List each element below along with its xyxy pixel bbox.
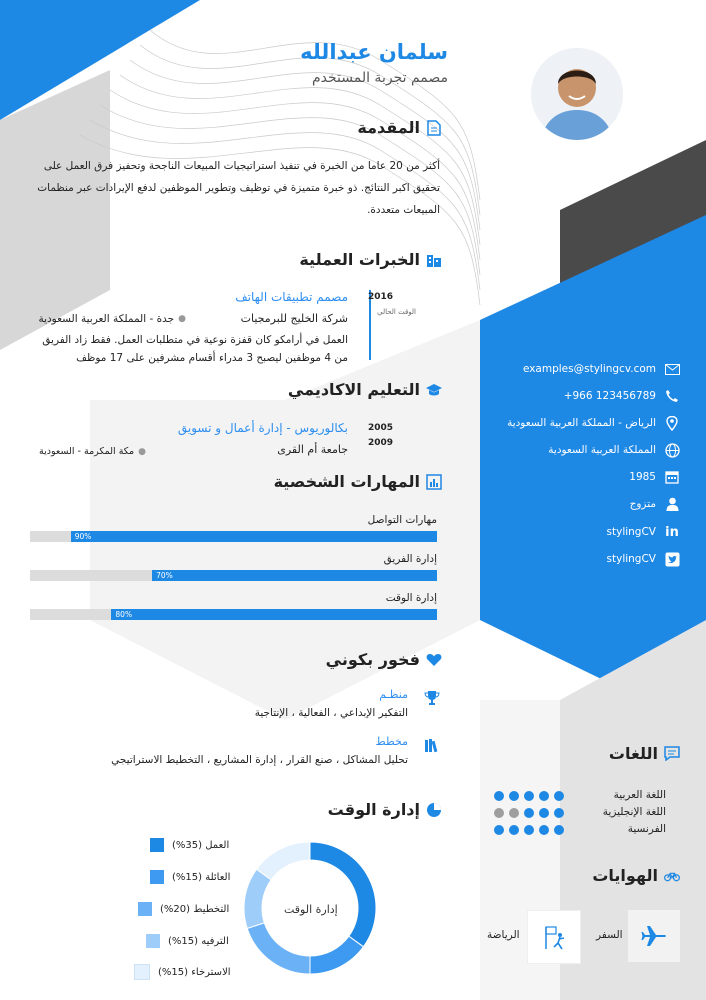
language-level-dots <box>494 808 564 818</box>
level-dot-filled <box>524 808 534 818</box>
experience-role: مصمم تطبيقات الهاتف <box>235 290 348 304</box>
proud-item-title: منظـم <box>379 688 408 701</box>
time-management-title: إدارة الوقت <box>327 800 420 819</box>
language-level-dots <box>494 791 564 801</box>
language-level-dots <box>494 825 564 835</box>
contact-nationality: المملكة العربية السعودية <box>548 444 656 456</box>
level-dot-filled <box>539 808 549 818</box>
location-pin-icon: ● <box>138 446 146 457</box>
legend-item <box>150 870 230 884</box>
language-name: الفرنسية <box>627 823 666 835</box>
user-icon <box>664 496 680 512</box>
level-dot-empty <box>494 808 504 818</box>
level-dot-filled <box>509 825 519 835</box>
proud-item-text: تحليل المشاكل ، صنع القرار ، إدارة المشاريع ، التخطيط الاستراتيجي <box>111 754 408 766</box>
level-dot-filled <box>554 808 564 818</box>
contact-birth-year: 1985 <box>629 471 656 483</box>
legend-label: العائلة (15%) <box>172 871 231 883</box>
level-dot-filled <box>539 791 549 801</box>
legend-swatch <box>134 964 150 980</box>
intro-heading <box>357 118 442 137</box>
pie-chart-icon <box>426 802 442 818</box>
airplane-icon <box>628 910 680 962</box>
skill-percent: 70% <box>156 571 173 580</box>
legend-swatch <box>146 934 160 948</box>
profile-photo <box>528 45 626 143</box>
buildings-icon <box>426 252 442 268</box>
contact-birth-row <box>629 469 680 485</box>
proud-heading <box>326 650 442 669</box>
skill-bar-fill <box>71 531 437 542</box>
education-location: مكة المكرمة - السعودية <box>39 446 135 457</box>
level-dot-filled <box>494 825 504 835</box>
legend-label: الاسترخاء (15%) <box>158 966 231 978</box>
level-dot-empty <box>509 808 519 818</box>
contact-marital-status: متزوج <box>629 498 656 510</box>
contact-address: الرياض - المملكة العربية السعودية <box>507 417 656 429</box>
experience-location: جدة - المملكة العربية السعودية <box>38 313 175 325</box>
education-title: التعليم الاكاديمي <box>287 380 420 399</box>
experience-title: الخبرات العملية <box>299 250 420 269</box>
heart-icon <box>426 652 442 668</box>
contact-linkedin[interactable]: stylingCV <box>606 526 656 538</box>
job-title: مصمم تجربة المستخدم <box>311 70 448 86</box>
donut-slice-2 <box>310 936 363 974</box>
legend-swatch <box>138 902 152 916</box>
legend-item <box>150 838 229 852</box>
trophy-icon <box>424 690 440 710</box>
contact-email[interactable]: examples@stylingcv.com <box>522 363 656 375</box>
person-name: سلمان عبدالله <box>300 40 448 64</box>
skill-bar-fill <box>152 570 437 581</box>
hobby-name: الرياضة <box>487 929 520 941</box>
languages-heading <box>609 744 680 763</box>
level-dot-filled <box>524 825 534 835</box>
envelope-icon <box>664 361 680 377</box>
skill-bar-track <box>30 609 437 620</box>
education-start: 2005 <box>367 423 393 433</box>
chat-bubble-icon <box>664 746 680 762</box>
proud-item-text: التفكير الإبداعي ، الفعالية ، الإنتاجية <box>254 707 408 719</box>
contact-linkedin-row[interactable] <box>607 524 680 540</box>
contact-nationality-row <box>548 442 680 458</box>
level-dot-filled <box>539 825 549 835</box>
donut-slice-5 <box>257 842 310 880</box>
legend-label: الترفيه (15%) <box>168 935 229 947</box>
document-icon <box>426 120 442 136</box>
map-pin-icon <box>664 415 680 431</box>
donut-slice-3 <box>247 923 310 974</box>
contact-twitter[interactable]: stylingCV <box>606 553 656 565</box>
skill-bar-track <box>30 570 437 581</box>
education-school: جامعة أم القرى <box>277 443 348 456</box>
skill-label: إدارة الفريق <box>383 553 437 565</box>
legend-item <box>146 934 229 948</box>
time-management-heading <box>328 800 442 819</box>
level-dot-filled <box>509 791 519 801</box>
location-pin-icon: ● <box>178 314 186 324</box>
experience-current: الوقت الحالي <box>377 308 416 316</box>
legend-item <box>138 902 229 916</box>
books-icon <box>424 737 440 757</box>
proud-title: فخور بكوني <box>325 650 420 669</box>
contact-marital-row <box>630 496 680 512</box>
calendar-icon <box>664 469 680 485</box>
education-end: 2009 <box>367 438 393 448</box>
hobbies-heading <box>592 866 680 885</box>
skills-heading <box>274 472 442 491</box>
languages-title: اللغات <box>608 744 658 763</box>
skill-bar-track <box>30 531 437 542</box>
legend-label: التخطيط (20%) <box>160 903 230 915</box>
education-location-row <box>39 446 146 457</box>
skill-percent: 80% <box>115 610 133 619</box>
intro-text: أكثر من 20 عاما من الخبرة في تنفيذ استراتيجيات المبيعات الناجحة وتحفيز فرق العمل على تحقيق اكبر النتائج. ذو خبرة متميزة في توظيف وتطوير الموظفين لدفع الإيرادات عبر منظمات المبيعات متعددة. <box>37 160 440 216</box>
proud-item-title: مخطط <box>375 735 408 748</box>
hobby-name: السفر <box>596 929 623 941</box>
contact-twitter-row[interactable] <box>607 551 680 567</box>
experience-location-row <box>38 313 186 325</box>
linkedin-icon: in <box>665 524 679 540</box>
experience-company: شركة الخليج للبرمجيات <box>240 312 348 325</box>
hobbies-title: الهوايات <box>592 866 658 885</box>
language-name: اللغة الإنجليزية <box>602 806 666 818</box>
phone-icon <box>664 388 680 404</box>
legend-item <box>134 964 231 980</box>
level-dot-filled <box>524 791 534 801</box>
intro-title: المقدمة <box>357 118 420 137</box>
globe-icon <box>664 442 680 458</box>
skill-label: مهارات التواصل <box>367 514 437 526</box>
skill-percent: 90% <box>74 532 92 541</box>
experience-description: العمل في أرامكو كان قفزة نوعية في متطلبات العمل. فقط زاد الفريق من 4 موظفين ليصبح 3 مدراء أقسام مشرفين على 17 موظف <box>42 334 348 364</box>
skills-title: المهارات الشخصية <box>273 472 420 491</box>
contact-phone-row[interactable] <box>564 388 680 404</box>
twitter-icon <box>664 551 680 567</box>
level-dot-filled <box>554 791 564 801</box>
level-dot-filled <box>494 791 504 801</box>
skill-bar-fill <box>111 609 437 620</box>
level-dot-filled <box>554 825 564 835</box>
experience-heading <box>299 250 442 269</box>
experience-year: 2016 <box>367 292 393 302</box>
legend-label: العمل (35%) <box>172 839 230 851</box>
graduation-cap-icon <box>426 382 442 398</box>
skill-label: إدارة الوقت <box>385 592 437 604</box>
sport-icon <box>527 910 581 964</box>
contact-email-row[interactable] <box>523 361 680 377</box>
legend-swatch <box>150 838 164 852</box>
language-name: اللغة العربية <box>613 789 666 801</box>
chart-icon <box>426 474 442 490</box>
education-heading <box>288 380 442 399</box>
donut-slice-4 <box>244 869 271 928</box>
education-degree: بكالوريوس - إدارة أعمال و تسويق <box>177 421 348 435</box>
bicycle-icon <box>664 868 680 884</box>
contact-address-row <box>507 415 680 431</box>
contact-phone[interactable]: +966 123456789 <box>563 390 656 402</box>
donut-center-label: إدارة الوقت <box>284 903 338 916</box>
legend-swatch <box>150 870 164 884</box>
donut-slice-1 <box>310 842 376 947</box>
